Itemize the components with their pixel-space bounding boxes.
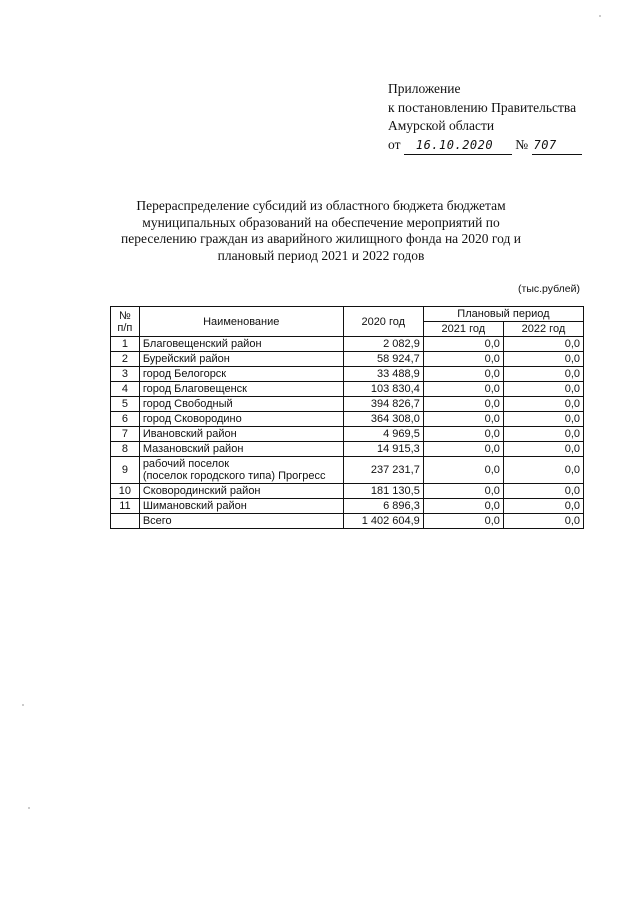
table-row xyxy=(111,382,584,397)
scan-speck xyxy=(22,704,24,706)
header-2020: 2020 год xyxy=(343,307,423,337)
row-no: 1 xyxy=(111,337,140,352)
row-2020: 364 308,0 xyxy=(343,412,423,427)
row-no: 10 xyxy=(111,484,140,499)
table-row xyxy=(111,442,584,457)
header-2021: 2021 год xyxy=(423,322,503,337)
table-row xyxy=(111,457,584,484)
row-2020: 6 896,3 xyxy=(343,499,423,514)
row-no: 11 xyxy=(111,499,140,514)
table-row xyxy=(111,484,584,499)
header-row xyxy=(111,307,584,322)
from-label: от xyxy=(388,136,401,152)
row-2022: 0,0 xyxy=(503,442,583,457)
appendix-date-line xyxy=(388,136,582,156)
table-body xyxy=(111,337,584,529)
row-name: город Белогорск xyxy=(139,367,343,382)
table-row xyxy=(111,499,584,514)
table-row xyxy=(111,412,584,427)
handwritten-number: 707 xyxy=(532,136,582,156)
row-2020: 394 826,7 xyxy=(343,397,423,412)
header-2022: 2022 год xyxy=(503,322,583,337)
row-2021: 0,0 xyxy=(423,427,503,442)
row-2020: 2 082,9 xyxy=(343,337,423,352)
row-2020: 33 488,9 xyxy=(343,367,423,382)
row-2021: 0,0 xyxy=(423,382,503,397)
header-planned-period: Плановый период xyxy=(423,307,583,322)
row-2022: 0,0 xyxy=(503,397,583,412)
row-name: Мазановский район xyxy=(139,442,343,457)
row-name: Благовещенский район xyxy=(139,337,343,352)
total-2022: 0,0 xyxy=(503,514,583,529)
header-no: № п/п xyxy=(111,307,140,337)
total-2021: 0,0 xyxy=(423,514,503,529)
row-2020: 103 830,4 xyxy=(343,382,423,397)
row-2022: 0,0 xyxy=(503,352,583,367)
table-row xyxy=(111,367,584,382)
row-2021: 0,0 xyxy=(423,484,503,499)
row-2022: 0,0 xyxy=(503,499,583,514)
handwritten-date: 16.10.2020 xyxy=(404,136,512,156)
row-2021: 0,0 xyxy=(423,442,503,457)
row-2020: 237 231,7 xyxy=(343,457,423,484)
row-no: 8 xyxy=(111,442,140,457)
row-2022: 0,0 xyxy=(503,367,583,382)
row-2022: 0,0 xyxy=(503,337,583,352)
table-row xyxy=(111,427,584,442)
row-name-two-line xyxy=(139,457,343,484)
total-row xyxy=(111,514,584,529)
scan-speck xyxy=(28,807,30,809)
row-2020: 4 969,5 xyxy=(343,427,423,442)
row-name: город Благовещенск xyxy=(139,382,343,397)
row-no: 7 xyxy=(111,427,140,442)
row-2022: 0,0 xyxy=(503,412,583,427)
appendix-block xyxy=(388,80,582,155)
row-2021: 0,0 xyxy=(423,397,503,412)
number-label: № xyxy=(515,136,529,152)
subsidies-table xyxy=(110,306,584,529)
document-title: Перераспределение субсидий из областного бюджета бюджетам муниципальных образований на обеспечение мероприятий по переселению граждан из аварийного жилищного фонда на 2020 год и плановый период 2021 и 2022 годов xyxy=(121,198,521,263)
row-name: город Сковородино xyxy=(139,412,343,427)
row-2021: 0,0 xyxy=(423,457,503,484)
scan-speck xyxy=(599,15,601,17)
row-2020: 14 915,3 xyxy=(343,442,423,457)
row-no: 3 xyxy=(111,367,140,382)
row-no: 5 xyxy=(111,397,140,412)
row-name-line-2: (поселок городского типа) Прогресс xyxy=(142,470,326,482)
row-no: 9 xyxy=(111,457,140,484)
total-label: Всего xyxy=(139,514,343,529)
header-name: Наименование xyxy=(139,307,343,337)
units-note: (тыс.рублей) xyxy=(518,283,580,295)
row-2021: 0,0 xyxy=(423,337,503,352)
row-no: 6 xyxy=(111,412,140,427)
row-name: Ивановский район xyxy=(139,427,343,442)
row-name: город Свободный xyxy=(139,397,343,412)
total-2020: 1 402 604,9 xyxy=(343,514,423,529)
appendix-line-1: Приложение xyxy=(388,81,461,96)
table-row xyxy=(111,337,584,352)
row-2020: 58 924,7 xyxy=(343,352,423,367)
table-row xyxy=(111,397,584,412)
row-2022: 0,0 xyxy=(503,427,583,442)
total-no xyxy=(111,514,140,529)
row-2021: 0,0 xyxy=(423,352,503,367)
row-name: Бурейский район xyxy=(139,352,343,367)
row-2021: 0,0 xyxy=(423,367,503,382)
row-name: Сковородинский район xyxy=(139,484,343,499)
row-2021: 0,0 xyxy=(423,499,503,514)
row-2022: 0,0 xyxy=(503,382,583,397)
table-row xyxy=(111,352,584,367)
row-2022: 0,0 xyxy=(503,484,583,499)
row-name-line-1: рабочий поселок xyxy=(142,458,230,470)
row-no: 4 xyxy=(111,382,140,397)
row-2022: 0,0 xyxy=(503,457,583,484)
row-name: Шимановский район xyxy=(139,499,343,514)
row-2021: 0,0 xyxy=(423,412,503,427)
appendix-line-3: Амурской области xyxy=(388,118,495,133)
row-no: 2 xyxy=(111,352,140,367)
appendix-line-2: к постановлению Правительства xyxy=(388,99,577,115)
row-2020: 181 130,5 xyxy=(343,484,423,499)
